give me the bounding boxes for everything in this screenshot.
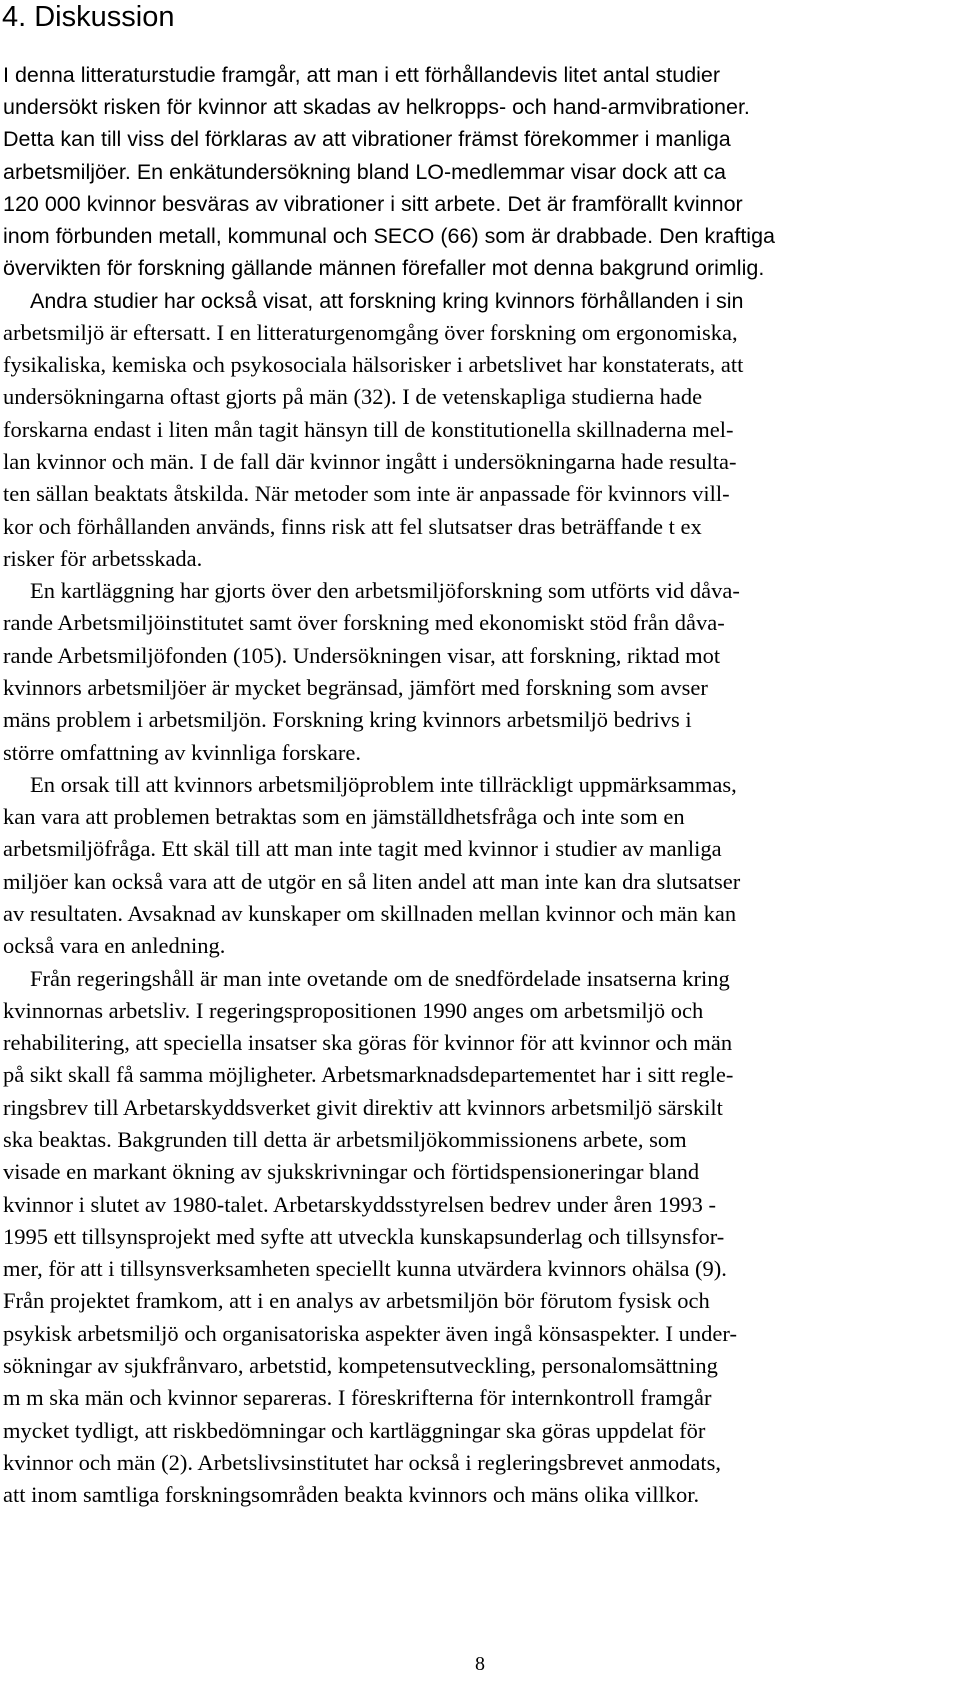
text-line: ten sällan beaktats åtskilda. När metoder som inte är anpassade för kvinnors vill-	[3, 481, 730, 506]
text-line: m m ska män och kvinnor separeras. I föreskrifterna för internkontroll framgår	[3, 1385, 712, 1410]
text-line: sökningar av sjukfrånvaro, arbetstid, kompetensutveckling, personalomsättning	[3, 1353, 718, 1378]
text-line: arbetsmiljö är eftersatt. I en litteraturgenomgång över forskning om ergonomiska,	[3, 320, 738, 345]
text-line: risker för arbetsskada.	[3, 546, 203, 571]
section-heading: 4. Diskussion	[2, 1, 175, 33]
text-line: visade en markant ökning av sjukskrivningar och förtidspensioneringar bland	[3, 1159, 700, 1184]
text-line: En kartläggning har gjorts över den arbetsmiljöforskning som utförts vid dåva-	[30, 578, 740, 603]
text-line: arbetsmiljöer. En enkätundersökning bland LO-medlemmar visar dock att ca	[3, 160, 726, 184]
text-line: kvinnor och män (2). Arbetslivsinstitutet har också i regleringsbrevet anmodats,	[3, 1450, 721, 1475]
text-line: ringsbrev till Arbetarskyddsverket givit direktiv att kvinnors arbetsmiljö särskilt	[3, 1095, 723, 1120]
text-line: Andra studier har också visat, att forskning kring kvinnors förhållanden i sin	[30, 289, 744, 313]
text-line: rehabilitering, att speciella insatser ska göras för kvinnor för att kvinnor och män	[3, 1030, 733, 1055]
text-line: att inom samtliga forskningsområden beakta kvinnors och mäns olika villkor.	[3, 1482, 700, 1507]
text-line: arbetsmiljöfråga. Ett skäl till att man inte tagit med kvinnor i studier av manliga	[3, 836, 722, 861]
text-line: 1995 ett tillsynsprojekt med syfte att utveckla kunskapsunderlag och tillsynsfor-	[3, 1224, 725, 1249]
text-line: Från regeringshåll är man inte ovetande om de snedfördelade insatserna kring	[30, 966, 730, 991]
text-line: En orsak till att kvinnors arbetsmiljöproblem inte tillräckligt uppmärksammas,	[30, 772, 737, 797]
text-line: Detta kan till viss del förklaras av att vibrationer främst förekommer i manliga	[3, 127, 731, 151]
text-line: mer, för att i tillsynsverksamheten speciellt kunna utvärdera kvinnors ohälsa (9).	[3, 1256, 727, 1281]
text-line: också vara en anledning.	[3, 933, 226, 958]
text-line: mycket tydligt, att riskbedömningar och kartläggningar ska göras uppdelat för	[3, 1418, 706, 1443]
text-line: fysikaliska, kemiska och psykosociala hälsorisker i arbetslivet har konstaterats, att	[3, 352, 744, 377]
text-line: mäns problem i arbetsmiljön. Forskning kring kvinnors arbetsmiljö bedrivs i	[3, 707, 692, 732]
text-line: större omfattning av kvinnliga forskare.	[3, 740, 362, 765]
text-line: rande Arbetsmiljöinstitutet samt över forskning med ekonomiskt stöd från dåva-	[3, 610, 725, 635]
text-line: I denna litteraturstudie framgår, att man i ett förhållandevis litet antal studier	[3, 63, 721, 87]
text-line: kor och förhållanden används, finns risk att fel slutsatser dras beträffande t ex	[3, 514, 702, 539]
text-line: forskarna endast i liten mån tagit hänsyn till de konstitutionella skillnaderna mel-	[3, 417, 734, 442]
text-line: rande Arbetsmiljöfonden (105). Undersökningen visar, att forskning, riktad mot	[3, 643, 721, 668]
text-line: undersökt risken för kvinnor att skadas av helkropps- och hand-armvibrationer.	[3, 95, 750, 119]
text-line: ska beaktas. Bakgrunden till detta är arbetsmiljökommissionens arbete, som	[3, 1127, 687, 1152]
page-number: 8	[475, 1653, 485, 1675]
text-line: inom förbunden metall, kommunal och SECO (66) som är drabbade. Den kraftiga	[3, 224, 775, 248]
text-line: 120 000 kvinnor besväras av vibrationer i sitt arbete. Det är framförallt kvinnor	[3, 192, 743, 216]
text-line: Från projektet framkom, att i en analys av arbetsmiljön bör förutom fysisk och	[3, 1288, 710, 1313]
text-line: kan vara att problemen betraktas som en jämställdhetsfråga och inte som en	[3, 804, 685, 829]
text-line: undersökningarna oftast gjorts på män (32). I de vetenskapliga studierna hade	[3, 384, 703, 409]
text-line: kvinnor i slutet av 1980-talet. Arbetarskyddsstyrelsen bedrev under åren 1993 -	[3, 1192, 716, 1217]
text-line: psykisk arbetsmiljö och organisatoriska aspekter även ingå könsaspekter. I under-	[3, 1321, 737, 1346]
text-line: lan kvinnor och män. I de fall där kvinnor ingått i undersökningarna hade resulta-	[3, 449, 737, 474]
text-line: övervikten för forskning gällande männen förefaller mot denna bakgrund orimlig.	[3, 256, 765, 280]
text-line: miljöer kan också vara att de utgör en så liten andel att man inte kan dra slutsatser	[3, 869, 741, 894]
text-line: kvinnornas arbetsliv. I regeringspropositionen 1990 anges om arbetsmiljö och	[3, 998, 704, 1023]
text-line: av resultaten. Avsaknad av kunskaper om skillnaden mellan kvinnor och män kan	[3, 901, 737, 926]
text-line: kvinnors arbetsmiljöer är mycket begränsad, jämfört med forskning som avser	[3, 675, 708, 700]
text-line: på sikt skall få samma möjligheter. Arbetsmarknadsdepartementet har i sitt regle-	[3, 1062, 734, 1087]
